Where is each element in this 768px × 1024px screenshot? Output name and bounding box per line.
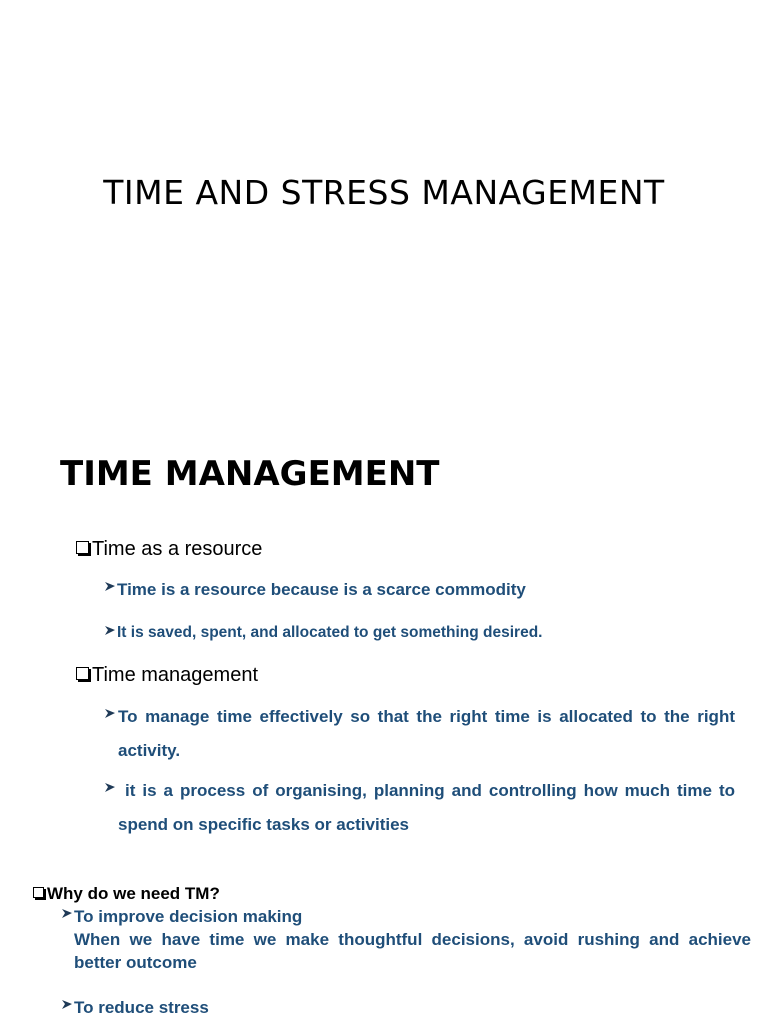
section-heading: TIME MANAGEMENT	[60, 454, 440, 494]
square-bullet-icon	[76, 667, 89, 680]
document-title: TIME AND STRESS MANAGEMENT	[103, 173, 665, 212]
bullet-label: Time management	[92, 664, 258, 686]
sub-bullet-reduce-stress	[61, 998, 209, 1018]
sub-bullet-text: To manage time effectively so that the right time is allocated to the right activity.	[118, 707, 735, 760]
sub-bullet-text: Time is a resource because is a scarce commodity	[117, 580, 526, 599]
sub-bullet-text: To improve decision making	[74, 907, 303, 926]
sub-bullet-process	[104, 774, 740, 842]
arrow-bullet-icon	[104, 580, 117, 597]
sub-bullet-manage-effectively	[104, 700, 735, 768]
sub-bullet-scarce-commodity	[104, 580, 526, 600]
arrow-bullet-icon	[61, 907, 74, 924]
sub-bullet-text: it is a process of organising, planning and controlling how much time to spend on specific tasks or activities	[118, 781, 740, 834]
arrow-bullet-icon	[61, 998, 74, 1015]
square-bullet-icon	[33, 887, 44, 898]
sub-bullet-text: To reduce stress	[74, 998, 209, 1017]
bullet-label: Why do we need TM?	[47, 884, 220, 903]
sub-bullet-decision-making	[61, 907, 302, 927]
sub-bullet-text: It is saved, spent, and allocated to get something desired.	[117, 624, 543, 641]
arrow-bullet-icon	[104, 781, 117, 798]
sub-bullet-saved-spent	[104, 624, 543, 642]
arrow-bullet-icon	[104, 624, 117, 641]
bullet-time-as-resource	[76, 538, 262, 561]
square-bullet-icon	[76, 541, 89, 554]
bullet-time-management	[76, 664, 258, 687]
bullet-label: Time as a resource	[92, 538, 263, 560]
decision-making-detail: When we have time we make thoughtful decisions, avoid rushing and achieve better outcome	[74, 930, 751, 972]
arrow-bullet-icon	[104, 707, 117, 724]
bullet-why-need-tm	[33, 884, 220, 904]
